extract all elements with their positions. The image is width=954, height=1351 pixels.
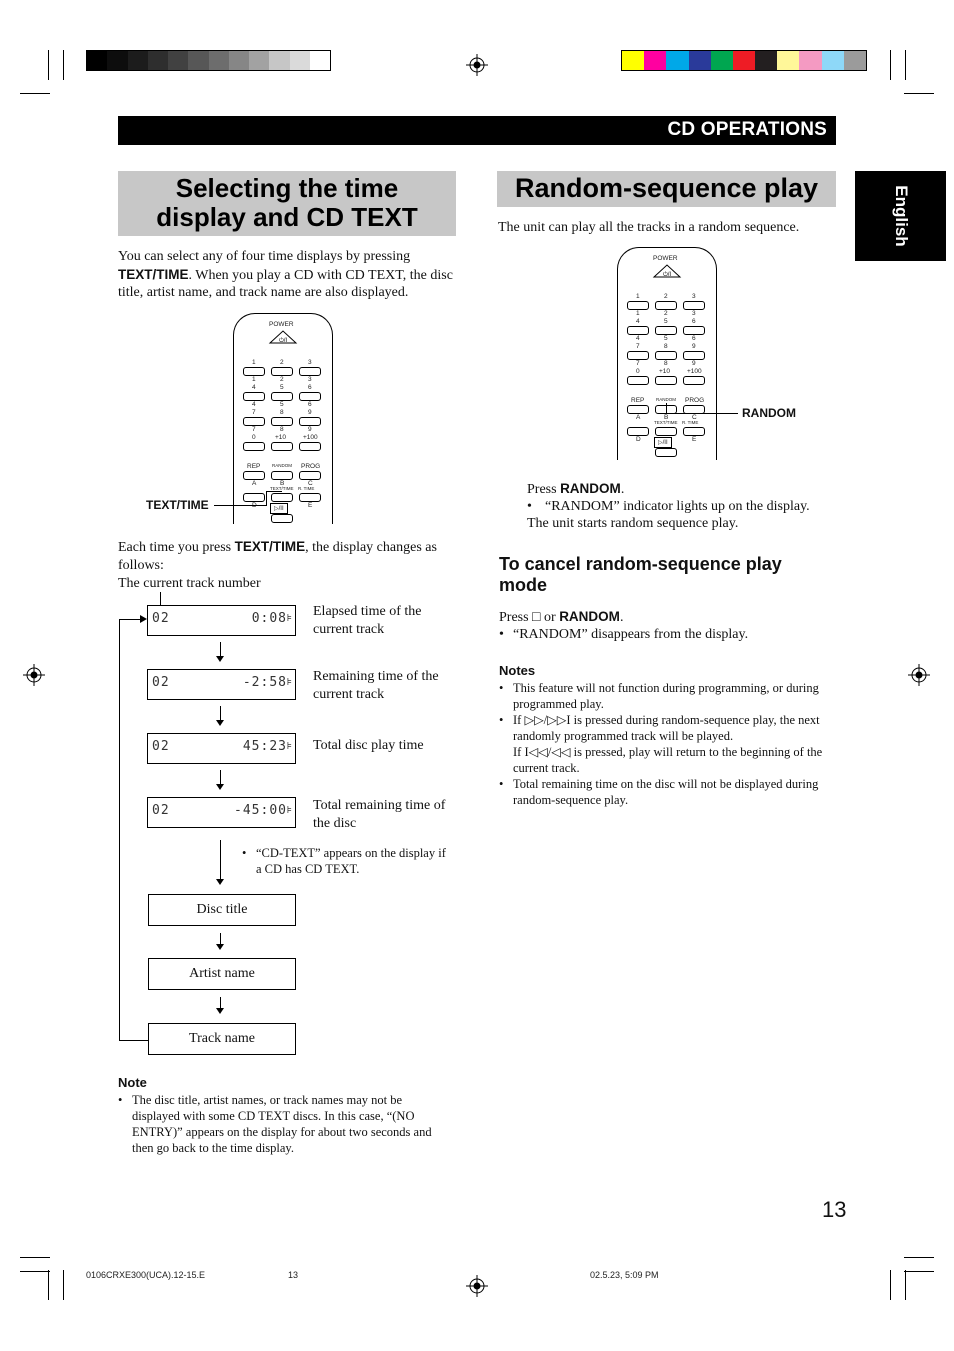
keypad-button [683, 351, 705, 360]
gray-swatch [87, 51, 107, 70]
gray-swatch [128, 51, 148, 70]
key-sublabel: D [636, 436, 641, 443]
key-label: +10 [659, 368, 671, 375]
note-item: If I◁◁/◁◁ is pressed, play will return to the beginning of the current track. [513, 745, 823, 775]
text-time-button [271, 493, 293, 502]
color-swatch [755, 51, 777, 70]
color-swatch [622, 51, 644, 70]
track-name-box: Track name [148, 1023, 296, 1055]
keypad-button [299, 442, 321, 451]
keypad-button [299, 417, 321, 426]
key-label: +100 [303, 434, 318, 441]
desc-total-remaining: Total remaining time of the disc [313, 798, 446, 831]
section-title: CD OPERATIONS [667, 119, 827, 140]
key-label: 6 [308, 384, 312, 391]
play-pause-label: ▷/II [270, 503, 288, 514]
key-label: 0 [636, 368, 640, 375]
cancel-heading: To cancel random-sequence play mode [499, 554, 782, 595]
loop-line [119, 619, 141, 620]
callout-line [266, 491, 282, 492]
power-label: POWER [653, 255, 678, 262]
keypad-button [243, 367, 265, 376]
key-label: 1 [636, 293, 640, 300]
artist-name-box: Artist name [148, 958, 296, 990]
key-sublabel: 1 [252, 376, 256, 383]
key-sublabel: A [252, 480, 257, 487]
gray-swatch [269, 51, 289, 70]
keypad-button [271, 367, 293, 376]
display-track: 02 [152, 803, 170, 818]
gray-swatch [209, 51, 229, 70]
key-sublabel: 3 [308, 376, 312, 383]
keypad-button [683, 376, 705, 385]
key-sublabel: 6 [692, 335, 696, 342]
random-bullet: • “RANDOM” indicator lights up on the display. [527, 498, 827, 516]
color-swatch [733, 51, 755, 70]
key-label: 8 [664, 343, 668, 350]
callout-line [214, 505, 266, 506]
note-item: • If ▷▷/▷▷I is pressed during random-sequence play, the next randomly programmed track will be played. [499, 712, 832, 744]
registration-mark-icon [466, 1275, 488, 1297]
display-track: 02 [152, 739, 170, 754]
key-label: 6 [692, 318, 696, 325]
display-mark-icon: ⊧ [286, 741, 292, 752]
each-time-text [118, 538, 458, 574]
keypad-button [299, 367, 321, 376]
display-mark-icon: ⊧ [286, 677, 292, 688]
play-pause-label: ▷/II [654, 437, 672, 448]
display-mark-icon: ⊧ [286, 613, 292, 624]
random-key: RANDOM [560, 481, 621, 496]
prog-label: PROG [301, 463, 321, 470]
key-label: 9 [308, 409, 312, 416]
key-sublabel: 7 [636, 360, 640, 367]
keypad-button [655, 351, 677, 360]
cancel-press-period: . [619, 610, 624, 625]
registration-mark-icon [23, 664, 45, 686]
down-arrow-icon [216, 720, 224, 726]
down-arrow-icon [216, 879, 224, 885]
section-header [118, 116, 836, 145]
text-time-button [655, 427, 677, 436]
left-note-list [118, 1092, 448, 1156]
key-label: 7 [252, 409, 256, 416]
flow-line [220, 706, 221, 721]
keypad-button [655, 376, 677, 385]
left-title-box [118, 171, 456, 236]
cancel-press [499, 608, 623, 627]
key-label: 8 [280, 409, 284, 416]
language-label: English [891, 185, 911, 247]
power-button-icon [652, 264, 682, 278]
rep-label: REP [631, 397, 645, 404]
gray-swatch [107, 51, 127, 70]
text-time-key: TEXT/TIME [118, 266, 189, 282]
keypad-button [683, 326, 705, 335]
text-time-label: TEXT/TIME [270, 486, 294, 491]
keypad-button [271, 392, 293, 401]
key-label: 9 [692, 343, 696, 350]
grayscale-bar [86, 50, 331, 71]
display-time: 45:23 [242, 739, 287, 754]
footer-date: 02.5.23, 5:09 PM [590, 1270, 659, 1280]
loop-arrow-icon [140, 615, 147, 623]
random-callout: RANDOM [742, 406, 796, 420]
color-swatch [666, 51, 688, 70]
key-sublabel: 2 [664, 310, 668, 317]
each-time-2: , the display changes as follows: [118, 540, 437, 573]
key-label: +10 [275, 434, 287, 441]
current-track-label: The current track number [118, 576, 261, 591]
display-mark-icon: ⊧ [286, 805, 292, 816]
right-title: Random-sequence play [514, 173, 819, 203]
down-arrow-icon [216, 1008, 224, 1014]
gray-swatch [310, 51, 330, 70]
keypad-button [627, 351, 649, 360]
cancel-press-text: Press □ or [499, 610, 560, 625]
r-time-button [683, 427, 705, 436]
gray-swatch [229, 51, 249, 70]
color-bar [621, 50, 867, 71]
key-sublabel: C [308, 480, 313, 487]
key-sublabel: 9 [308, 426, 312, 433]
press-text: Press [527, 482, 561, 497]
display-time: -45:00 [234, 803, 287, 818]
random-key: RANDOM [559, 609, 620, 624]
key-sublabel: 2 [280, 376, 284, 383]
key-label: 4 [636, 318, 640, 325]
gray-swatch [168, 51, 188, 70]
right-intro: The unit can play all the tracks in a random sequence. [498, 220, 800, 235]
down-arrow-icon [216, 656, 224, 662]
key-sublabel: C [692, 414, 697, 421]
keypad-button [655, 301, 677, 310]
press-random [527, 480, 624, 499]
key-sublabel: A [636, 414, 641, 421]
key-sublabel: 3 [692, 310, 696, 317]
key-sublabel: 5 [280, 401, 284, 408]
flow-line [220, 770, 221, 785]
left-intro [118, 248, 458, 302]
note-item: • Total remaining time on the disc will not be displayed during random-sequence play. [499, 776, 832, 808]
color-swatch [777, 51, 799, 70]
remote-control-illustration [617, 247, 717, 460]
key-label: 4 [252, 384, 256, 391]
flow-line [220, 840, 221, 880]
display-time: -2:58 [242, 675, 287, 690]
key-label: 3 [308, 359, 312, 366]
down-arrow-icon [216, 784, 224, 790]
play-pause-button [271, 514, 293, 523]
callout-line [266, 491, 267, 506]
keypad-button [243, 442, 265, 451]
callout-line [666, 413, 738, 414]
flow-line [220, 642, 221, 657]
prog-button [299, 471, 321, 480]
key-sublabel: 9 [692, 360, 696, 367]
rep-button [627, 405, 649, 414]
key-label: 2 [664, 293, 668, 300]
text-time-callout: TEXT/TIME [146, 498, 209, 512]
left-note-item: • The disc title, artist names, or track names may not be displayed with some CD TEXT discs. In this case, “(NO ENTRY)” appears on the display for about two seconds and then go back to the time display. [118, 1092, 448, 1156]
gray-swatch [148, 51, 168, 70]
desc-elapsed: Elapsed time of the current track [313, 604, 422, 637]
keypad-button [243, 493, 265, 502]
loop-line [119, 1040, 148, 1041]
left-note-heading: Note [118, 1075, 147, 1090]
desc-remaining: Remaining time of the current track [313, 669, 439, 702]
key-label: 7 [636, 343, 640, 350]
power-button-icon [268, 330, 298, 344]
footer-page: 13 [288, 1270, 299, 1280]
cancel-bullets [499, 626, 829, 644]
cd-text-bullet-item: • “CD-TEXT” appears on the display if a CD has CD TEXT. [242, 845, 454, 877]
key-label: 3 [692, 293, 696, 300]
cancel-bullet: • “RANDOM” disappears from the display. [499, 626, 829, 644]
key-sublabel: 4 [636, 335, 640, 342]
registration-mark-icon [466, 54, 488, 76]
each-time-1: Each time you press [118, 540, 235, 555]
color-swatch [644, 51, 666, 70]
text-time-key: TEXT/TIME [234, 539, 306, 554]
svg-text:⏻/I: ⏻/I [278, 338, 288, 344]
display-total [147, 733, 296, 764]
color-swatch [822, 51, 844, 70]
r-time-label: R. TIME [682, 420, 699, 425]
key-sublabel: 5 [664, 335, 668, 342]
gray-swatch [290, 51, 310, 70]
keypad-button [243, 392, 265, 401]
notes-heading: Notes [499, 663, 536, 678]
random-label: RANDOM [656, 397, 676, 402]
page-number: 13 [822, 1197, 847, 1222]
key-label: +100 [687, 368, 702, 375]
random-label: RANDOM [272, 463, 292, 468]
registration-mark-icon [908, 664, 930, 686]
prog-label: PROG [685, 397, 705, 404]
display-time: 0:08 [251, 611, 287, 626]
keypad-button [627, 326, 649, 335]
color-swatch [844, 51, 866, 70]
key-sublabel: 8 [664, 360, 668, 367]
key-label: 1 [252, 359, 256, 366]
current-track-pointer [160, 592, 161, 606]
r-time-label: R. TIME [298, 486, 315, 491]
callout-line [666, 403, 667, 414]
key-sublabel: E [692, 436, 697, 443]
display-total-remaining [147, 797, 296, 828]
display-elapsed [147, 605, 296, 636]
cd-text-bullet [242, 845, 454, 877]
right-title-box [497, 171, 836, 207]
footer-file: 0106CRXE300(UCA).12-15.E [86, 1270, 206, 1280]
text-time-label: TEXT/TIME [654, 420, 678, 425]
desc-total: Total disc play time [313, 738, 424, 753]
key-sublabel: 6 [308, 401, 312, 408]
disc-title-box: Disc title [148, 894, 296, 926]
svg-text:⏻/I: ⏻/I [662, 272, 672, 278]
down-arrow-icon [216, 944, 224, 950]
key-sublabel: E [308, 502, 313, 509]
random-bullets [527, 498, 827, 516]
keypad-button [627, 301, 649, 310]
intro-text: You can select any of four time displays by pressing [118, 249, 411, 264]
starts-text: The unit starts random sequence play. [527, 516, 739, 531]
left-title-line1: Selecting the time [175, 173, 399, 203]
keypad-button [683, 301, 705, 310]
rep-label: REP [247, 463, 261, 470]
key-sublabel: 8 [280, 426, 284, 433]
color-swatch [689, 51, 711, 70]
gray-swatch [249, 51, 269, 70]
r-time-button [299, 493, 321, 502]
display-remaining [147, 669, 296, 700]
press-period: . [620, 482, 625, 497]
key-label: 5 [280, 384, 284, 391]
keypad-button [271, 417, 293, 426]
display-track: 02 [152, 675, 170, 690]
left-title-line2: display and CD TEXT [156, 202, 418, 232]
intro-text-2: . When you play a CD with CD TEXT, the disc title, artist name, and track name are also displayed. [118, 267, 453, 300]
keypad-button [271, 442, 293, 451]
power-label: POWER [269, 321, 294, 328]
key-sublabel: 4 [252, 401, 256, 408]
random-button [271, 471, 293, 480]
key-sublabel: B [280, 480, 285, 487]
keypad-button [627, 427, 649, 436]
key-sublabel: 7 [252, 426, 256, 433]
keypad-button [243, 417, 265, 426]
right-notes-list [499, 680, 832, 808]
color-swatch [711, 51, 733, 70]
keypad-button [655, 326, 677, 335]
key-label: 0 [252, 434, 256, 441]
key-label: 2 [280, 359, 284, 366]
note-item: • This feature will not function during programming, or during programmed play. [499, 680, 832, 712]
keypad-button [627, 376, 649, 385]
key-label: 5 [664, 318, 668, 325]
display-track: 02 [152, 611, 170, 626]
key-sublabel: 1 [636, 310, 640, 317]
play-pause-button [655, 448, 677, 457]
gray-swatch [188, 51, 208, 70]
language-tab [855, 171, 946, 261]
loop-line [119, 619, 120, 1040]
color-swatch [799, 51, 821, 70]
key-sublabel: B [664, 414, 669, 421]
keypad-button [299, 392, 321, 401]
remote-control-illustration [233, 313, 333, 524]
rep-button [243, 471, 265, 480]
